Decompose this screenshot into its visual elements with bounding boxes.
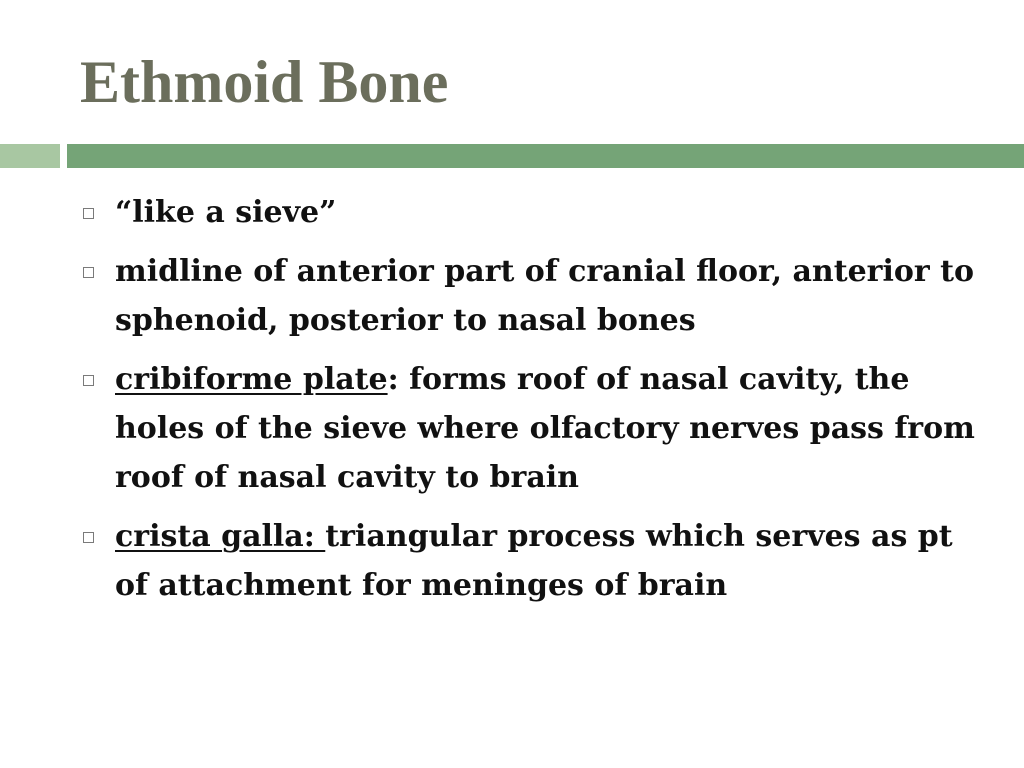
bullet-item-3 <box>80 355 980 502</box>
bullet-item-4 <box>80 512 980 610</box>
bullet-text <box>115 188 980 237</box>
bullet-term: crista galla: <box>115 519 326 554</box>
bullet-text <box>115 247 980 345</box>
hollow-square-bullet-icon <box>83 267 94 278</box>
bullet-list <box>80 188 980 620</box>
hollow-square-bullet-icon <box>83 532 94 543</box>
bullet-text <box>115 512 980 610</box>
bullet-term: cribiforme plate <box>115 362 388 397</box>
bullet-body: “like a sieve” <box>115 195 337 230</box>
bullet-body: midline of anterior part of cranial floor, anterior to sphenoid, posterior to nasal bones <box>115 254 975 338</box>
slide-title: Ethmoid Bone <box>80 49 449 115</box>
bullet-text <box>115 355 980 502</box>
bullet-item-2 <box>80 247 980 345</box>
hollow-square-bullet-icon <box>83 375 94 386</box>
bullet-body: triangular process which serves as pt of attachment for meninges of brain <box>115 519 953 603</box>
title-divider-bar <box>67 144 1024 168</box>
hollow-square-bullet-icon <box>83 208 94 219</box>
title-divider-left-block <box>0 144 60 168</box>
bullet-body: : forms roof of nasal cavity, the holes of the sieve where olfactory nerves pass from roof of nasal cavity to brain <box>115 362 975 495</box>
bullet-item-1 <box>80 188 980 237</box>
